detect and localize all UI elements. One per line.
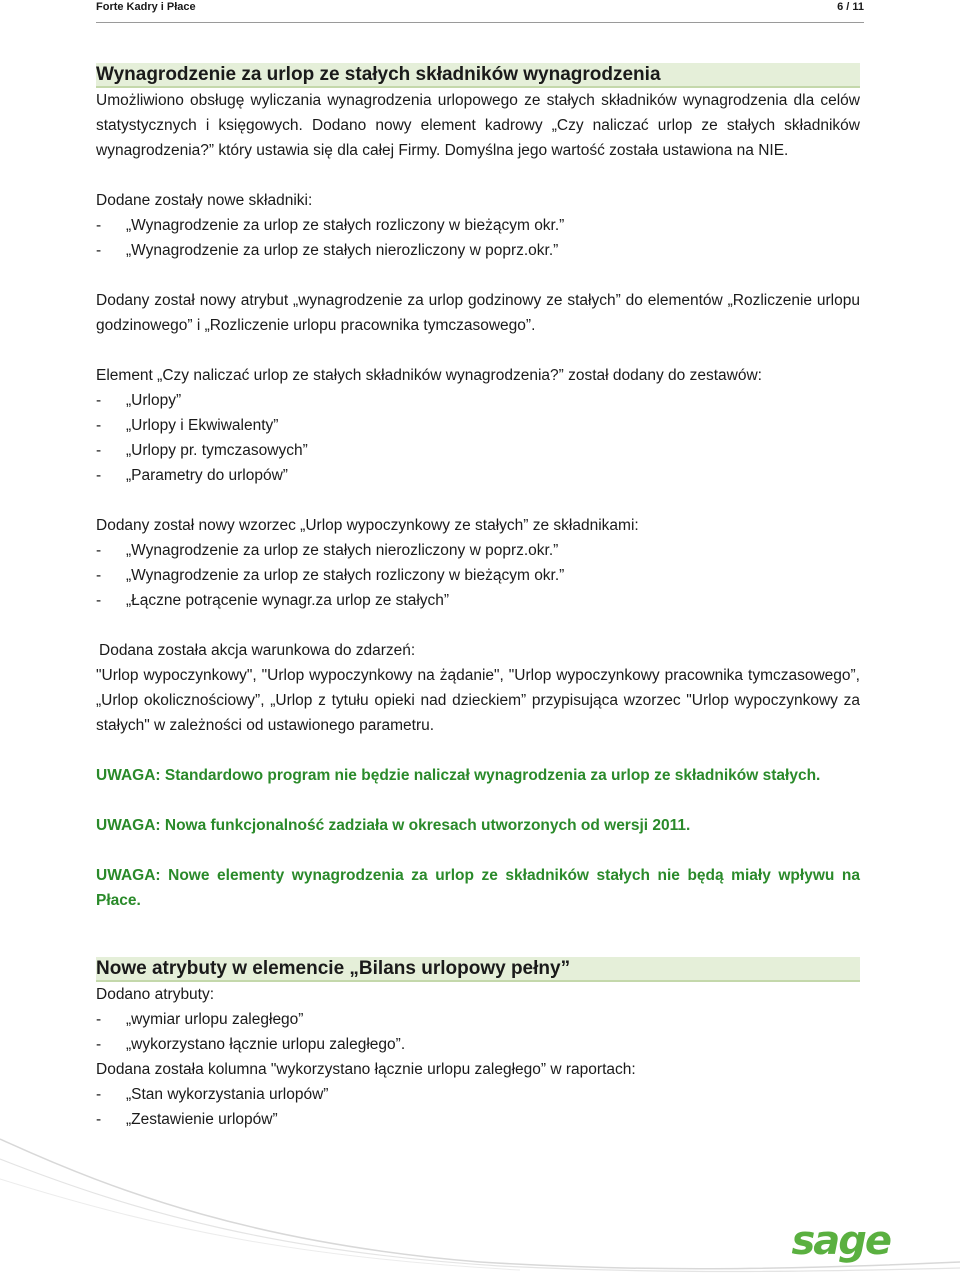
column-label: Dodana została kolumna "wykorzystano łącznie urlopu zaległego” w raportach: (96, 1061, 636, 1078)
list-item: - „Łączne potrącenie wynagr.za urlop ze stałych” (96, 592, 450, 609)
list-item: - „Zestawienie urlopów” (96, 1111, 278, 1128)
section-1-heading: Wynagrodzenie za urlop ze stałych składników wynagrodzenia (96, 63, 860, 88)
list-item: - „wykorzystano łącznie urlopu zaległego”. (96, 1036, 406, 1053)
page-number: 6 / 11 (837, 1, 864, 13)
warning-version: UWAGA: Nowa funkcjonalność zadziała w okresach utworzonych od wersji 2011. (96, 817, 691, 834)
list-item: - „Urlopy pr. tymczasowych” (96, 442, 308, 459)
warning-payroll: UWAGA: Nowe elementy wynagrodzenia za urlop ze składników stałych nie będą miały wpływu na Płace. (96, 867, 860, 909)
list-item: - „Parametry do urlopów” (96, 467, 288, 484)
list-item: - „Urlopy i Ekwiwalenty” (96, 417, 279, 434)
section-1-intro: Umożliwiono obsługę wyliczania wynagrodzenia urlopowego ze stałych składników wynagrodzenia dla celów statystycznych i księgowych. Dodano nowy element kadrowy „Czy naliczać urlop ze stałych składników wynagrodzenia?” który ustawia się dla całej Firmy. Domyślna jego wartość została ustawiona na NIE. (96, 92, 860, 159)
list-item: - „Wynagrodzenie za urlop ze stałych nierozliczony w poprz.okr.” (96, 242, 559, 259)
warning-standard: UWAGA: Standardowo program nie będzie naliczał wynagrodzenia za urlop ze składników stałych. (96, 767, 821, 784)
pattern-label: Dodany został nowy wzorzec „Urlop wypoczynkowy ze stałych” ze składnikami: (96, 517, 639, 534)
document-title: Forte Kadry i Płace (96, 1, 196, 13)
list-item: - „Stan wykorzystania urlopów” (96, 1086, 329, 1103)
section-2-heading: Nowe atrybuty w elemencie „Bilans urlopowy pełny” (96, 957, 860, 982)
components-label: Dodane zostały nowe składniki: (96, 192, 313, 209)
list-item: - „Wynagrodzenie za urlop ze stałych nierozliczony w poprz.okr.” (96, 542, 559, 559)
attrs-label: Dodano atrybuty: (96, 986, 215, 1003)
sage-logo: sage (791, 1218, 890, 1264)
section-1 (96, 63, 860, 913)
page-header (96, 0, 864, 23)
action-text: "Urlop wypoczynkowy", "Urlop wypoczynkowy na żądanie", "Urlop wypoczynkowy pracownika tymczasowego”, „Urlop okolicznościowy”, „Urlop z tytułu opieki nad dzieckiem” przypisująca wzorzec "Urlop wypoczynkowy za stałych" w zależności od ustawionego parametru. (96, 667, 860, 734)
list-item: - „Urlopy” (96, 392, 182, 409)
attribute-text: Dodany został nowy atrybut „wynagrodzenie za urlop godzinowy ze stałych” do elementów „Rozliczenie urlopu godzinowego” i „Rozliczenie urlopu pracownika tymczasowego”. (96, 292, 860, 334)
action-label: Dodana została akcja warunkowa do zdarzeń: (99, 642, 416, 659)
list-item: - „Wynagrodzenie za urlop ze stałych rozliczony w bieżącym okr.” (96, 217, 565, 234)
section-2 (96, 957, 860, 1132)
element-label: Element „Czy naliczać urlop ze stałych składników wynagrodzenia?” został dodany do zestawów: (96, 367, 762, 384)
list-item: - „wymiar urlopu zaległego” (96, 1011, 304, 1028)
list-item: - „Wynagrodzenie za urlop ze stałych rozliczony w bieżącym okr.” (96, 567, 565, 584)
